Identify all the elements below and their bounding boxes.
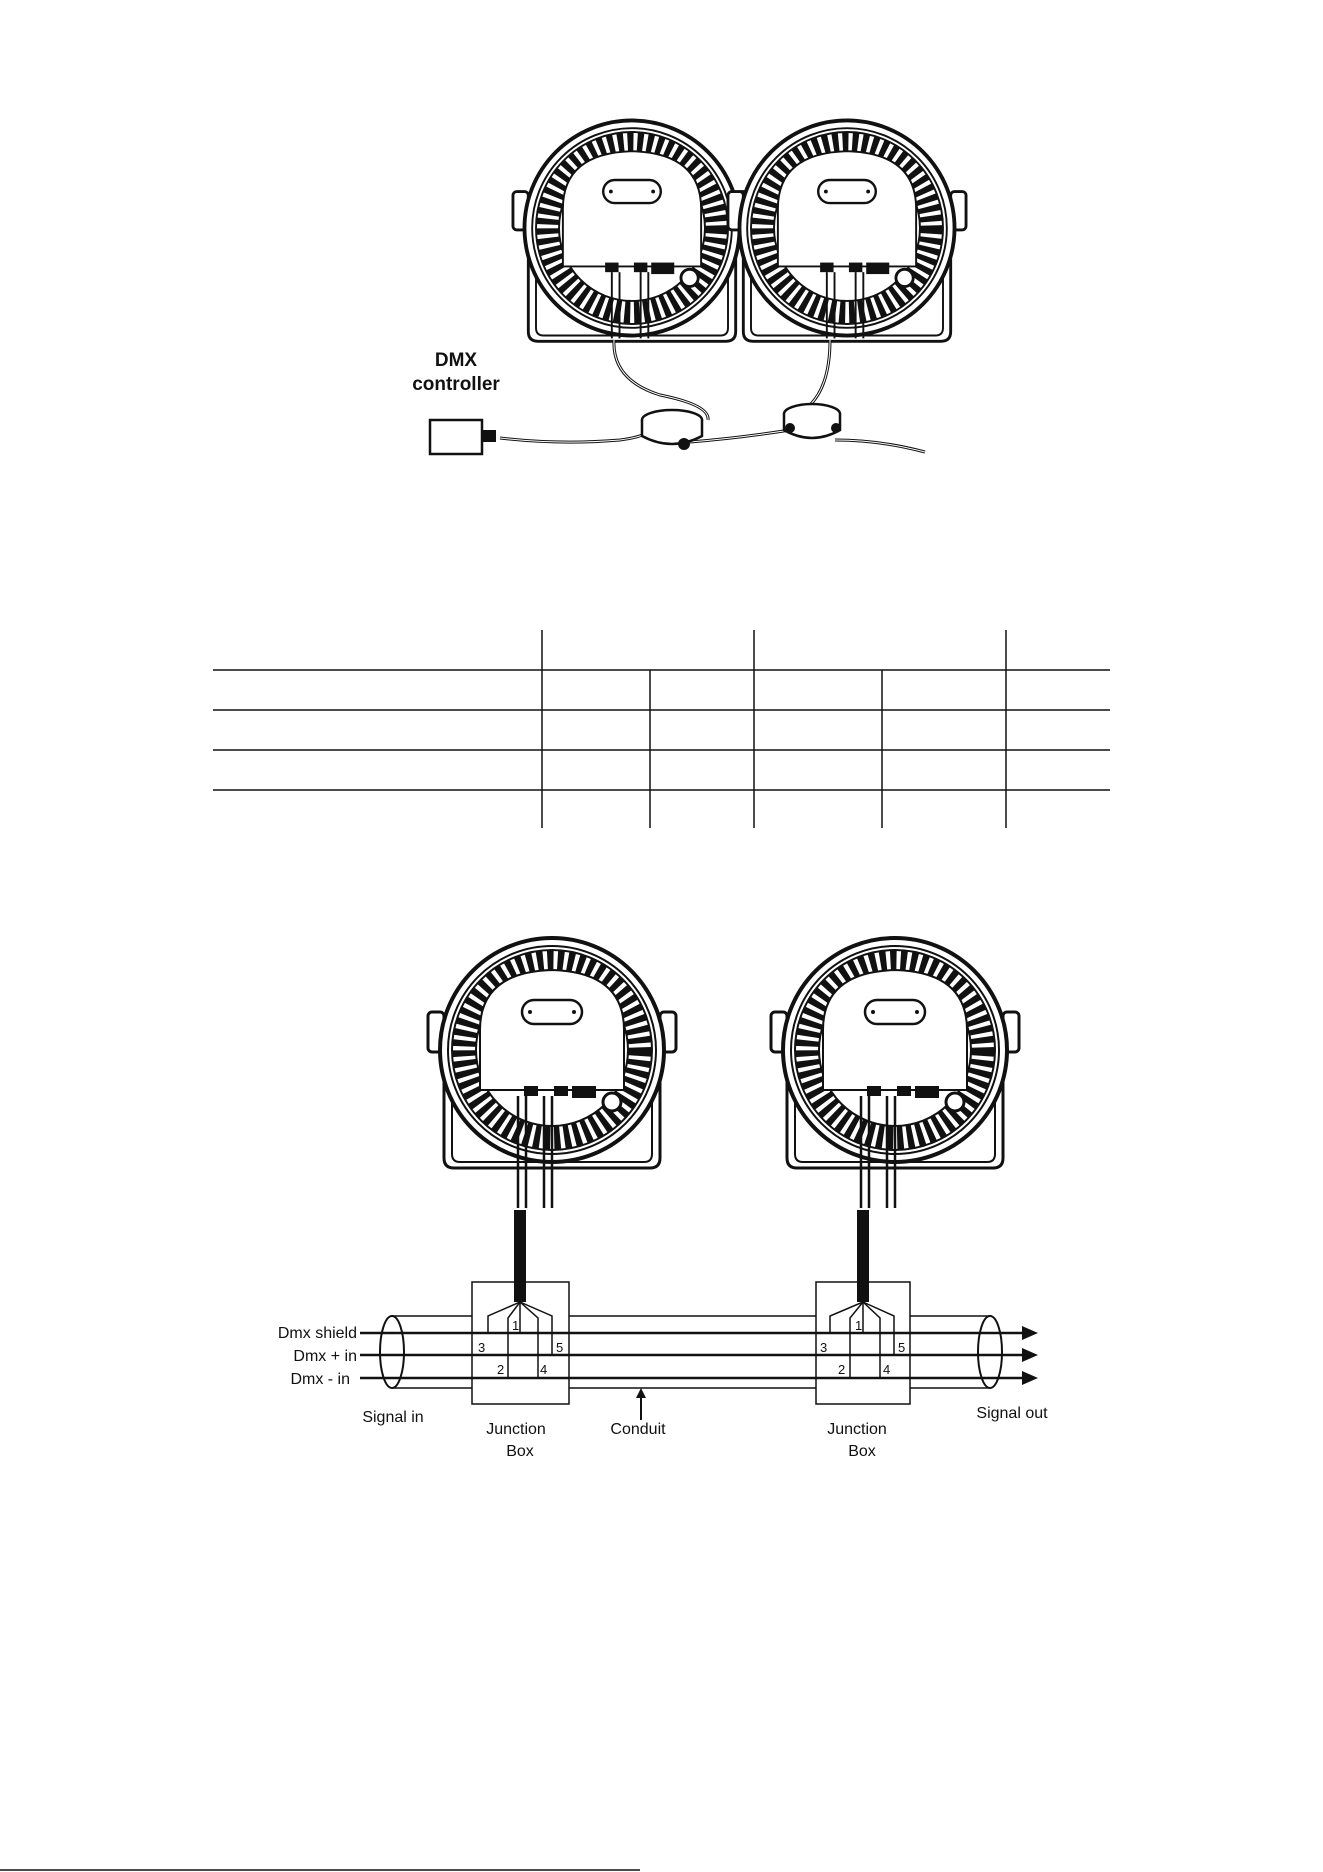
cable-fixture-left [614, 340, 708, 420]
top-diagram [412, 120, 966, 454]
cable-out [835, 440, 925, 452]
pin-5-left: 5 [556, 1340, 564, 1355]
junction-box-1 [642, 410, 702, 450]
wiring-diagram [278, 938, 1048, 1460]
dmx-controller-label-1: DMX [434, 350, 478, 371]
cable-box1-to-box2 [690, 430, 790, 442]
pin-4-left: 4 [540, 1362, 548, 1377]
thick-cable-left [514, 1210, 526, 1302]
pin-2-left: 2 [497, 1362, 505, 1377]
junction-box-2 [784, 404, 841, 438]
junction-box-left-label-2: Box [506, 1443, 534, 1460]
empty-table [213, 630, 1110, 828]
junction-box-left-label-1: Junction [486, 1421, 546, 1438]
pin-3-right: 3 [820, 1340, 828, 1355]
pin-5-right: 5 [898, 1340, 906, 1355]
junction-box-right-label-2: Box [848, 1443, 876, 1460]
fixture-right [728, 120, 966, 341]
dmx-shield-label: Dmx shield [277, 1325, 357, 1342]
signal-out-label: Signal out [976, 1405, 1048, 1422]
junction-box-right-label-1: Junction [827, 1421, 887, 1438]
dmx-minus-in-label: Dmx - in [290, 1371, 350, 1388]
fixture-left [513, 120, 751, 341]
signal-in-label: Signal in [362, 1409, 424, 1426]
pin-2-right: 2 [838, 1362, 846, 1377]
dmx-controller-label-2: controller [412, 374, 500, 395]
dmx-plus-in-label: Dmx + in [293, 1348, 357, 1365]
dmx-controller-box [430, 420, 482, 454]
conduit-label: Conduit [610, 1421, 666, 1438]
thick-cable-right [857, 1210, 869, 1302]
pin-1-left: 1 [512, 1318, 520, 1333]
pin-4-right: 4 [883, 1362, 891, 1377]
pin-3-left: 3 [478, 1340, 486, 1355]
pin-1-right: 1 [855, 1318, 863, 1333]
